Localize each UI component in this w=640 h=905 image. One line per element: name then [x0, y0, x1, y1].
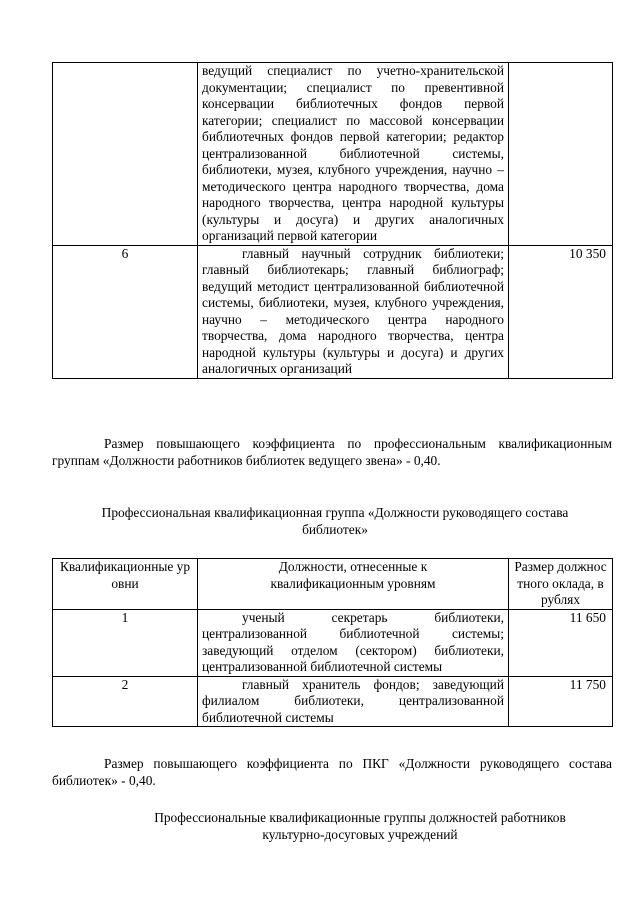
table-management-staff	[52, 558, 613, 727]
table-row	[53, 63, 613, 246]
coefficient-paragraph-management: Размер повышающего коэффициента по ПКГ «Должности руководящего состава библиотек» - 0,40.	[52, 756, 612, 788]
table-leading-staff	[52, 62, 613, 379]
salary-cell	[509, 63, 613, 246]
qualification-level-cell	[53, 63, 198, 246]
qualification-level-cell: 2	[53, 676, 198, 727]
section-title-cultural-leisure: Профессиональные квалификационные группы должностей работников культурно-досуговых учреждений	[154, 810, 566, 842]
header-salary: Размер должностного оклада, в рублях	[509, 559, 613, 610]
salary-cell: 10 350	[509, 245, 613, 378]
header-qualification-levels: Квалификационные уровни	[53, 559, 198, 610]
qualification-level-cell: 6	[53, 245, 198, 378]
table-header-row	[53, 559, 613, 610]
positions-cell: главный хранитель фондов; заведующий филиалом библиотеки, централизованной библиотечной системы	[198, 676, 509, 727]
salary-cell: 11 750	[509, 676, 613, 727]
table-row	[53, 245, 613, 378]
positions-cell: ученый секретарь библиотеки, централизованной библиотечной системы; заведующий отделом (сектором) библиотеки, централизованной библиотечной системы	[198, 609, 509, 676]
coefficient-paragraph-leading: Размер повышающего коэффициента по профессиональным квалификационным группам «Должности работников библиотек ведущего звена» - 0,40.	[52, 436, 612, 468]
table-row	[53, 676, 613, 727]
positions-cell: главный научный сотрудник библиотеки; главный библиотекарь; главный библиограф; ведущий методист централизованной библиотечной системы, библиотеки, музея, клубного учреждения, научно – методического центра народного творчества, дома народного творчества, центра народной культуры (культуры и досуга) и других аналогичных организаций	[198, 245, 509, 378]
header-positions: Должности, отнесенные к квалификационным уровням	[198, 559, 509, 610]
salary-cell: 11 650	[509, 609, 613, 676]
positions-cell: ведущий специалист по учетно-хранительской документации; специалист по превентивной консервации библиотечных фондов первой категории; специалист по массовой консервации библиотечных фондов первой категории; редактор централизованной библиотечной системы, библиотеки, музея, клубного учреждения, научно – методического центра народного творчества, дома народного творчества, центра народной культуры (культуры и досуга) и других аналогичных организаций первой категории	[198, 63, 509, 246]
pkg-title-management: Профессиональная квалификационная группа «Должности руководящего состава библиотек»	[101, 505, 569, 537]
qualification-level-cell: 1	[53, 609, 198, 676]
table-row	[53, 609, 613, 676]
